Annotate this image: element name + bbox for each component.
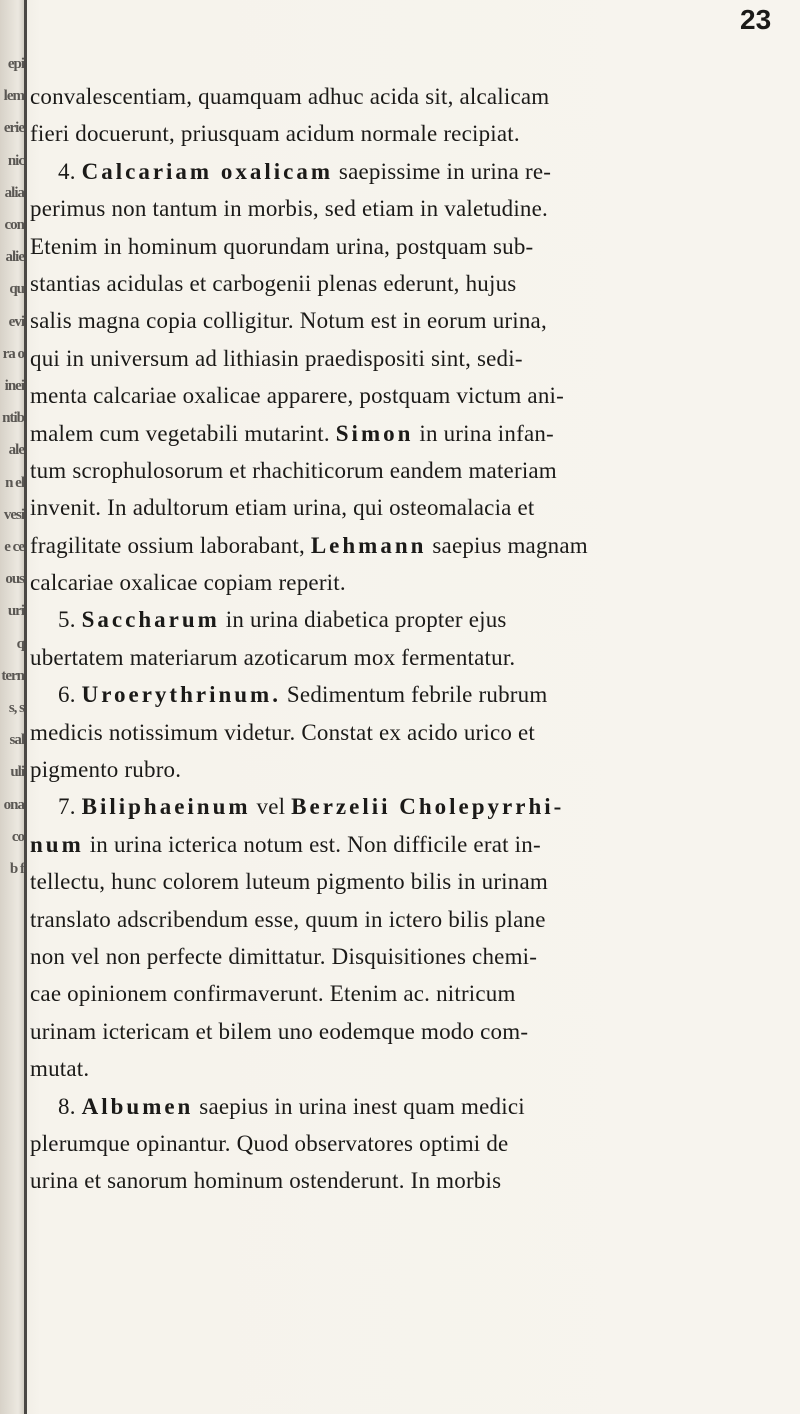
text-segment: fragilitate ossium laborabant, (30, 532, 311, 558)
gutter-fragment: con (4, 217, 24, 233)
gutter-fragment: uli (10, 764, 24, 781)
gutter-fragment: e ce (4, 539, 24, 555)
emphasized-term: Uroerythrinum. (81, 682, 281, 708)
gutter-fragment: tern (1, 667, 24, 684)
text-segment: malem cum vegetabili mutarint. (30, 420, 336, 446)
text-line (30, 639, 790, 676)
gutter-fragment: ona (3, 796, 24, 813)
emphasized-term: Calcariam oxalicam (81, 158, 333, 184)
text-segment: non vel non perfecte dimittatur. Disquisitiones chemi- (30, 943, 538, 969)
gutter-fragment: ous (5, 571, 24, 588)
text-segment: in urina icterica notum est. Non difficile erat in- (83, 831, 541, 857)
gutter-fragment: uri (7, 603, 24, 620)
text-line (30, 676, 790, 713)
gutter-fragment: evi (8, 313, 24, 330)
text-segment: cae opinionem confirmaverunt. Etenim ac. nitricum (30, 981, 516, 1007)
text-segment: 5. (58, 607, 82, 633)
text-line (30, 415, 790, 452)
text-segment: vel (250, 794, 292, 820)
text-line (30, 190, 790, 227)
text-line (30, 788, 790, 825)
text-line (30, 901, 790, 938)
gutter-fragment: erie (3, 120, 24, 137)
text-line (30, 78, 790, 115)
gutter-fragment: q (16, 635, 24, 652)
text-line (30, 452, 790, 489)
text-segment: qui in universum ad lithiasin praedispositi sint, sedi- (30, 345, 523, 371)
text-line (30, 1013, 790, 1050)
text-line (30, 1125, 790, 1162)
text-segment: 8. (58, 1093, 82, 1119)
text-segment: saepissime in urina re- (332, 158, 552, 184)
text-line (30, 564, 790, 601)
gutter-fragment: n el (5, 474, 24, 491)
gutter-fragment: b f (9, 861, 24, 877)
text-segment: convalescentiam, quamquam adhuc acida sit, alcalicam (30, 84, 550, 109)
text-segment: salis magna copia colligitur. Notum est in eorum urina, (30, 308, 547, 334)
text-segment: menta calcariae oxalicae apparere, postquam victum ani- (30, 383, 564, 409)
gutter-fragment: epi (7, 56, 24, 72)
text-segment: perimus non tantum in morbis, sed etiam in valetudine. (30, 196, 548, 222)
text-line (30, 527, 790, 564)
text-line (30, 714, 790, 751)
text-segment: stantias acidulas et carbogenii plenas ederunt, hujus (30, 270, 517, 296)
emphasized-term: Biliphaeinum (81, 794, 251, 820)
text-line (30, 1162, 790, 1199)
text-segment: translato adscribendum esse, quum in ictero bilis plane (30, 906, 546, 932)
text-line (30, 489, 790, 526)
text-segment: pigmento rubro. (30, 757, 182, 783)
text-segment: tellectu, hunc colorem luteum pigmento bilis in urinam (30, 869, 548, 895)
text-segment: calcariae oxalicae copiam reperit. (30, 570, 346, 596)
text-line (30, 751, 790, 788)
body-text (30, 78, 790, 1200)
gutter-fragment: lem (3, 88, 24, 105)
emphasized-term: Saccharum (81, 607, 220, 633)
text-segment: 6. (58, 682, 82, 708)
text-line (30, 265, 790, 302)
gutter-fragment: nic (7, 152, 24, 169)
emphasized-term: Simon (335, 420, 414, 446)
binding-edge (24, 0, 27, 1414)
text-line (30, 601, 790, 638)
text-line (30, 115, 790, 152)
text-segment: urina et sanorum hominum ostenderunt. In morbis (30, 1168, 502, 1194)
emphasized-term: Lehmann (310, 532, 427, 558)
text-segment: urinam ictericam et bilem uno eodemque modo com- (30, 1018, 529, 1044)
text-segment: tum scrophulosorum et rhachiticorum eandem materiam (30, 457, 557, 483)
text-segment: 7. (58, 794, 82, 820)
gutter-fragment: vesi (3, 506, 24, 523)
text-segment: mutat. (30, 1056, 90, 1082)
text-segment: plerumque opinantur. Quod observatores optimi de (30, 1130, 509, 1156)
text-line (30, 302, 790, 339)
emphasized-term: Albumen (81, 1093, 194, 1119)
gutter-fragment: s, s (8, 700, 24, 716)
gutter-fragment: qu (9, 281, 24, 298)
gutter-fragment: ra o (2, 345, 24, 362)
text-segment: 4. (58, 158, 82, 184)
text-segment: in urina diabetica propter ejus (219, 607, 507, 633)
text-segment: Sedimentum febrile rubrum (280, 682, 548, 708)
gutter-fragment: ntib (2, 410, 24, 427)
text-segment: fieri docuerunt, priusquam acidum normale recipiat. (30, 121, 520, 147)
text-segment: Etenim in hominum quorundam urina, postquam sub- (30, 233, 534, 259)
text-line (30, 975, 790, 1012)
text-segment: in urina infan- (413, 420, 554, 446)
page-number: 23 (740, 4, 772, 35)
text-line (30, 863, 790, 900)
text-line (30, 228, 790, 265)
text-segment: saepius in urina inest quam medici (193, 1093, 525, 1119)
text-line (30, 377, 790, 414)
gutter-fragment: sal (9, 732, 24, 749)
text-line (30, 826, 790, 863)
gutter-fragment: alia (4, 184, 24, 201)
gutter-fragment: inei (4, 378, 24, 394)
text-line (30, 1088, 790, 1125)
text-segment: saepius magnam (426, 532, 588, 558)
text-segment: invenit. In adultorum etiam urina, qui osteomalacia et (30, 495, 535, 521)
text-line (30, 340, 790, 377)
text-line (30, 1050, 790, 1087)
text-line (30, 153, 790, 190)
emphasized-term: num (30, 831, 84, 857)
binding-gutter (0, 0, 26, 1414)
gutter-fragment: co (11, 828, 24, 845)
text-segment: medicis notissimum videtur. Constat ex acido urico et (30, 719, 536, 745)
gutter-fragment: alie (5, 249, 24, 266)
emphasized-term: Berzelii Cholepyrrhi- (291, 794, 565, 820)
text-segment: ubertatem materiarum azoticarum mox fermentatur. (30, 644, 516, 670)
gutter-fragment: ale (8, 442, 24, 459)
text-line (30, 938, 790, 975)
